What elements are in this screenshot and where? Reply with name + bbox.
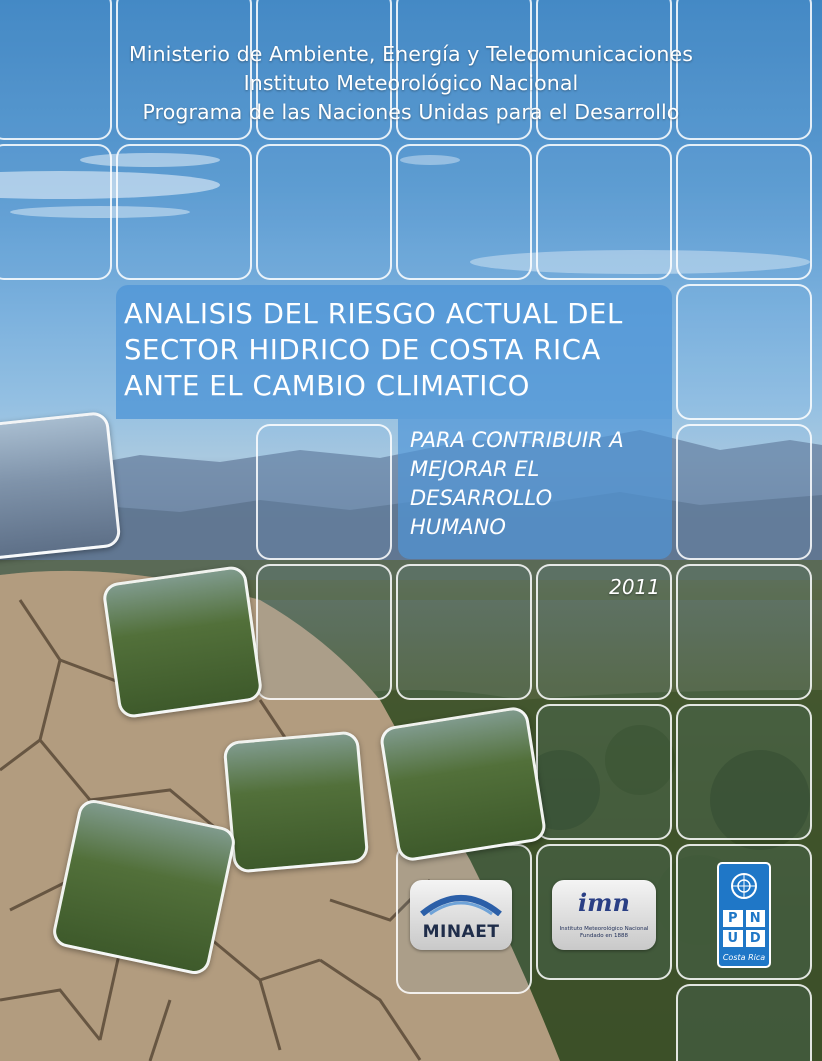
imn-wordmark: imn (578, 888, 630, 917)
grid-tile (396, 144, 532, 280)
grid-tile (396, 564, 532, 700)
un-emblem-icon (730, 872, 758, 900)
pnud-letter: U (723, 930, 743, 947)
subtitle-line: DESARROLLO (410, 486, 553, 510)
institute-name: Instituto Meteorológico Nacional (243, 71, 579, 95)
grid-tile (0, 144, 112, 280)
grid-tile (256, 564, 392, 700)
grid-tile (676, 984, 812, 1061)
grid-tile (676, 424, 812, 560)
tilted-photo-tile (378, 705, 547, 863)
title-line: SECTOR HIDRICO DE COSTA RICA (124, 334, 601, 366)
grid-tile (256, 144, 392, 280)
grid-tile (676, 704, 812, 840)
undp-name: Programa de las Naciones Unidas para el Desarrollo (142, 100, 680, 124)
pnud-letter: D (746, 930, 766, 947)
tilted-photo-tile (223, 730, 370, 873)
minaet-logo (410, 880, 512, 950)
subtitle-line: HUMANO (410, 515, 506, 539)
ministry-name: Ministerio de Ambiente, Energía y Telecomunicaciones (128, 42, 694, 66)
report-title (124, 296, 664, 404)
grid-tile (256, 424, 392, 560)
pnud-letters (723, 910, 765, 947)
minaet-label: MINAET (422, 922, 500, 942)
imn-caption-line: Fundado en 1888 (580, 933, 628, 939)
grid-tile (676, 284, 812, 420)
pnud-logo (717, 862, 771, 968)
imn-logo (552, 880, 656, 950)
pnud-country: Costa Rica (722, 953, 766, 962)
subtitle-line: MEJORAR EL (410, 457, 540, 481)
tilted-photo-tile (101, 565, 264, 720)
minaet-arc-icon (418, 888, 504, 916)
report-subtitle (410, 426, 670, 542)
grid-tile (676, 144, 812, 280)
pnud-letter: N (746, 910, 766, 927)
tilted-photo-tile (50, 797, 238, 977)
title-line: ANALISIS DEL RIESGO ACTUAL DEL (124, 298, 623, 330)
imn-caption-line: Instituto Meteorológico Nacional (559, 926, 649, 932)
grid-tile (536, 704, 672, 840)
subtitle-line: PARA CONTRIBUIR A (410, 428, 624, 452)
institutions-header (0, 40, 822, 127)
tilted-photo-tile (0, 411, 122, 561)
grid-tile (116, 144, 252, 280)
grid-tile (676, 564, 812, 700)
imn-caption (552, 926, 656, 940)
pnud-letter: P (723, 910, 743, 927)
title-line: ANTE EL CAMBIO CLIMATICO (124, 370, 531, 402)
grid-tile (536, 144, 672, 280)
publication-year: 2011 (609, 575, 660, 599)
